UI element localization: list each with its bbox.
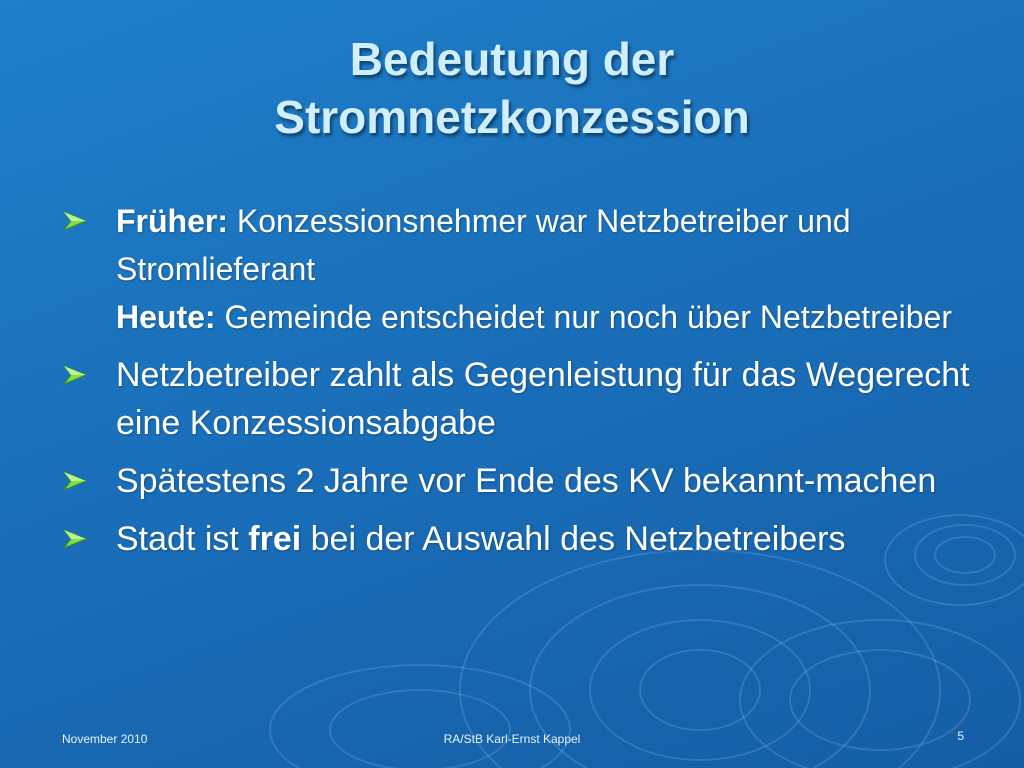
arrow-bullet-icon: [62, 364, 88, 386]
arrow-bullet-icon: [62, 470, 88, 492]
arrow-bullet-icon: [62, 210, 88, 232]
bullet-item-bekanntmachen: [62, 457, 992, 505]
bullet-item-konzessionsabgabe: [62, 351, 992, 447]
bullet-4-text-before: Stadt ist: [116, 520, 249, 558]
bullet-1-label-heute: Heute:: [116, 299, 216, 335]
bullet-item-stadt-frei: [62, 515, 992, 563]
bullet-1-paragraph-1: [116, 197, 992, 293]
bullet-list: [62, 197, 992, 573]
bullet-item-frueher-heute: [62, 197, 992, 341]
bullet-1-text-frueher: Konzessionsnehmer war Netzbetreiber und Stromlieferant: [116, 203, 851, 287]
bullet-3-text: Spätestens 2 Jahre vor Ende des KV bekannt-machen: [116, 462, 937, 500]
bullet-1-text-heute: Gemeinde entscheidet nur noch über Netzbetreiber: [215, 299, 952, 335]
bullet-4-text-after: bei der Auswahl des Netzbetreibers: [301, 520, 846, 558]
slide-title-line-1: Bedeutung der: [349, 33, 675, 85]
bullet-1-label-frueher: Früher:: [116, 203, 228, 239]
slide-title-line-2: Stromnetzkonzession: [274, 91, 750, 143]
footer-author: RA/StB Karl-Ernst Kappel: [443, 732, 581, 746]
bullet-2-text: Netzbetreiber zahlt als Gegenleistung für das Wegerecht eine Konzessionsabgabe: [116, 356, 970, 442]
bullet-4-bold-frei: frei: [248, 520, 302, 558]
footer-date: November 2010: [62, 732, 148, 746]
bullet-1-paragraph-2: [116, 293, 992, 341]
footer-page-number: 5: [957, 729, 964, 743]
slide-title: [60, 30, 964, 146]
arrow-bullet-icon: [62, 528, 88, 550]
